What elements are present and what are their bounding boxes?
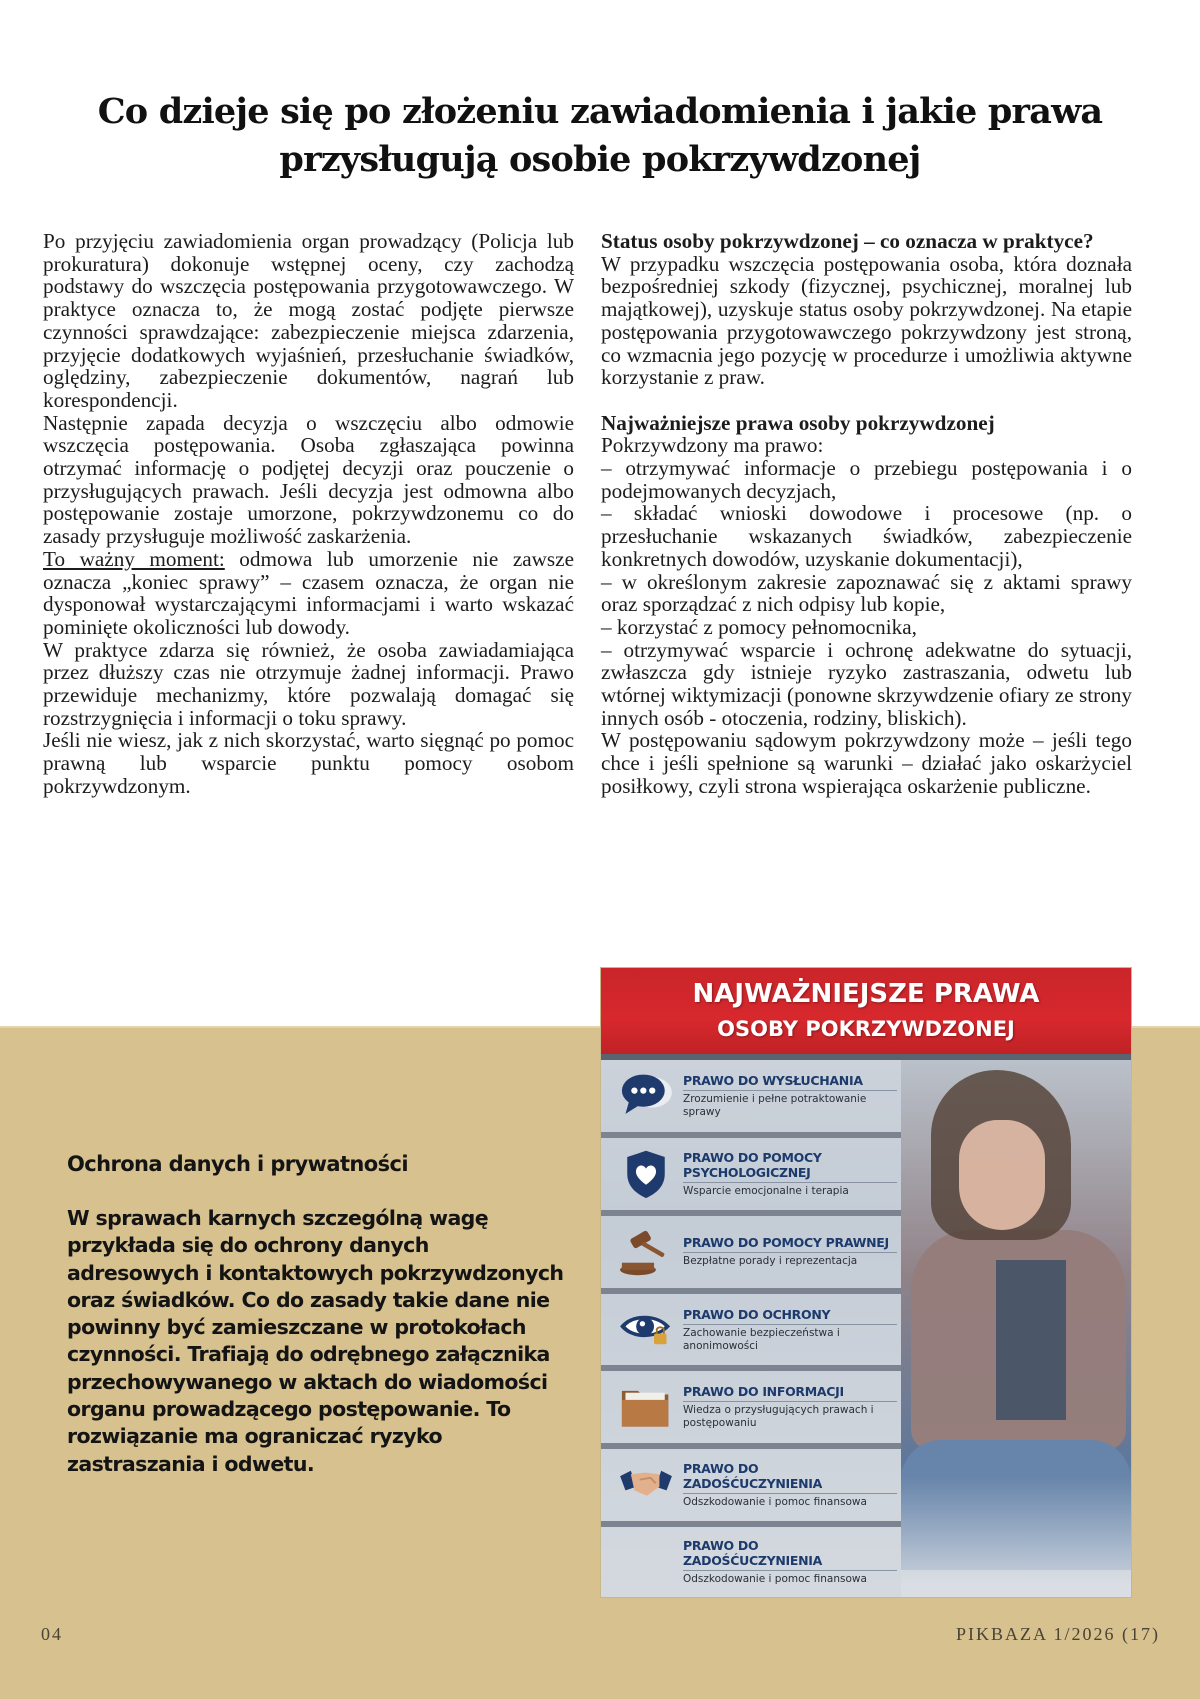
rights-list-item: – otrzymywać wsparcie i ochronę adekwatne do sytuacji, zwłaszcza gdy istnieje ryzyko zastraszania, odwetu lub wtórnej wiktymizacji (ponowne skrzywdzenie ofiary ze strony innych osób - otoczenia, rodziny, bliskich).: [601, 637, 1132, 730]
poster-item: [601, 1521, 901, 1597]
poster-item-title: PRAWO DO ZADOŚĆUCZYNIENIA: [683, 1461, 897, 1494]
poster-item-subtitle: Wiedza o przysługujących prawach i postępowaniu: [683, 1404, 874, 1430]
rights-list-item: – w określonym zakresie zapoznawać się z aktami sprawy oraz sporządzać z nich odpisy lub kopie,: [601, 569, 1132, 617]
poster-header-line2: OSOBY POKRZYWDZONEJ: [717, 1017, 1015, 1041]
rights-intro: Pokrzywdzony ma prawo:: [601, 433, 824, 458]
poster-item-title: PRAWO DO WYSŁUCHANIA: [683, 1073, 897, 1091]
poster-item: [601, 1365, 901, 1443]
page-number: 04: [41, 1624, 63, 1644]
sidebox-title: Ochrona danych i prywatności: [67, 1152, 408, 1176]
shield-heart-icon: [615, 1149, 677, 1199]
privacy-sidebox: [67, 1150, 567, 1478]
poster-header: [601, 968, 1131, 1054]
left-column: [43, 230, 574, 798]
section-heading-rights: Najważniejsze prawa osoby pokrzywdzonej: [601, 410, 995, 435]
paragraph: Następnie zapada decyzja o wszczęciu albo odmowie wszczęcia postępowania. Osoba zgłaszająca powinna otrzymać informację o podjętej decyzji oraz pouczenie o przysługujących prawach. Jeśli decyzja jest odmowna albo postępowanie zostaje umorzone, pokrzywdzonemu co do zasady przysługuje możliwość zaskarżenia.: [43, 410, 574, 549]
paragraph: W praktyce zdarza się również, że osoba zawiadamiająca przez dłuższy czas nie otrzymuje żadnej informacji. Prawo przewiduje mechanizmy, które pozwalają domagać się rozstrzygnięcia i informacji o toku sprawy.: [43, 637, 574, 730]
page-title: Co dzieje się po złożeniu zawiadomienia i jakie prawa przysługują osobie pokrzywdzonej: [97, 91, 1103, 180]
paragraph: Po przyjęciu zawiadomienia organ prowadzący (Policja lub prokuratura) dokonuje wstępnej oceny, czy zachodzą podstawy do wszczęcia postępowania przygotowawczego. W praktyce oznacza to, że mogą zostać podjęte pierwsze czynności sprawdzające: zabezpieczenie miejsca zdarzenia, przyjęcie dodatkowych wyjaśnień, przesłuchanie świadków, oględziny, zabezpieczenie dokumentów, nagrań lub korespondencji.: [43, 229, 574, 412]
poster-item-subtitle: Bezpłatne porady i reprezentacja: [683, 1255, 858, 1268]
folder-icon: [615, 1382, 677, 1432]
poster-item-title: PRAWO DO ZADOŚĆUCZYNIENIA: [683, 1538, 897, 1571]
poster-item: [601, 1060, 901, 1132]
spacer: [601, 389, 1132, 412]
poster-item-title: PRAWO DO INFORMACJI: [683, 1384, 897, 1402]
eye-lock-icon: [615, 1305, 677, 1355]
publication-info: PIKBAZA 1/2026 (17): [956, 1624, 1160, 1644]
poster-item: [601, 1288, 901, 1366]
paragraph: W postępowaniu sądowym pokrzywdzony może – jeśli tego chce i jeśli spełnione są warunki – działać jako oskarżyciel posiłkowy, czyli strona wspierająca oskarżenie publiczne.: [601, 728, 1132, 798]
rights-list-item: – korzystać z pomocy pełnomocnika,: [601, 614, 917, 639]
handshake-icon: [615, 1460, 677, 1510]
poster-item-subtitle: Wsparcie emocjonalne i terapia: [683, 1184, 849, 1197]
poster-header-line1: NAJWAŻNIEJSZE PRAWA: [692, 979, 1040, 1009]
rights-list-item: – otrzymywać informacje o przebiegu postępowania i o podejmowanych decyzjach,: [601, 456, 1132, 503]
poster-item-subtitle: Odszkodowanie i pomoc finansowa: [683, 1496, 867, 1509]
poster-item: [601, 1443, 901, 1521]
paragraph-important: [43, 548, 574, 639]
poster-items: [601, 1060, 901, 1597]
sidebox-body: W sprawach karnych szczególną wagę przykłada się do ochrony danych adresowych i kontaktowych pokrzywdzonych oraz świadków. Co do zasady takie dane nie powinny być zamieszczane w protokołach czynności. Trafiają do odrębnego załącznika przechowywanego w aktach do wiadomości organu prowadzącego postępowanie. To rozwiązanie ma ograniczać ryzyko zastraszania i odwetu.: [67, 1206, 564, 1476]
right-column: [601, 230, 1132, 798]
poster-item-title: PRAWO DO OCHRONY: [683, 1307, 897, 1325]
poster-item-subtitle: Zachowanie bezpieczeństwa i anonimowości: [683, 1326, 840, 1352]
poster-item-title: PRAWO DO POMOCY PRAWNEJ: [683, 1235, 897, 1253]
poster-item-subtitle: Zrozumienie i pełne potraktowanie sprawy: [683, 1092, 867, 1118]
paragraph: W przypadku wszczęcia postępowania osoba, która doznała bezpośredniej szkody (fizycznej, psychicznej, moralnej lub majątkowej), uzyskuje status osoby pokrzywdzonej. Na etapie postępowania przygotowawczego pokrzywdzony jest stroną, co wzmacnia jego pozycję w procedurze i umożliwia aktywne korzystanie z praw.: [601, 251, 1132, 390]
distressed-woman-photo: [901, 1060, 1131, 1597]
poster-item: [601, 1210, 901, 1288]
important-label: To ważny moment:: [43, 546, 225, 571]
rights-poster-image: [601, 968, 1131, 1597]
poster-item-title: PRAWO DO POMOCY PSYCHOLOGICZNEJ: [683, 1150, 897, 1183]
rights-list-item: – składać wnioski dowodowe i procesowe (np. o przesłuchanie wskazanych świadków, zabezpieczenie konkretnych dowodów, uzyskanie dokumentacji),: [601, 501, 1132, 571]
important-text: odmowa lub umorzenie nie zawsze oznacza „koniec sprawy” – czasem oznacza, że organ nie dysponował wystarczającymi informacjami i warto wskazać pominięte okoliczności lub dowody.: [43, 546, 574, 639]
poster-item-subtitle: Odszkodowanie i pomoc finansowa: [683, 1573, 867, 1586]
speech-bubble-icon: [615, 1071, 677, 1121]
paragraph: Jeśli nie wiesz, jak z nich skorzystać, warto sięgnąć po pomoc prawną lub wsparcie punktu pomocy osobom pokrzywdzonym.: [43, 728, 574, 798]
gavel-icon: [615, 1227, 677, 1277]
section-heading-status: Status osoby pokrzywdzonej – co oznacza w praktyce?: [601, 229, 1094, 253]
poster-item: [601, 1132, 901, 1210]
